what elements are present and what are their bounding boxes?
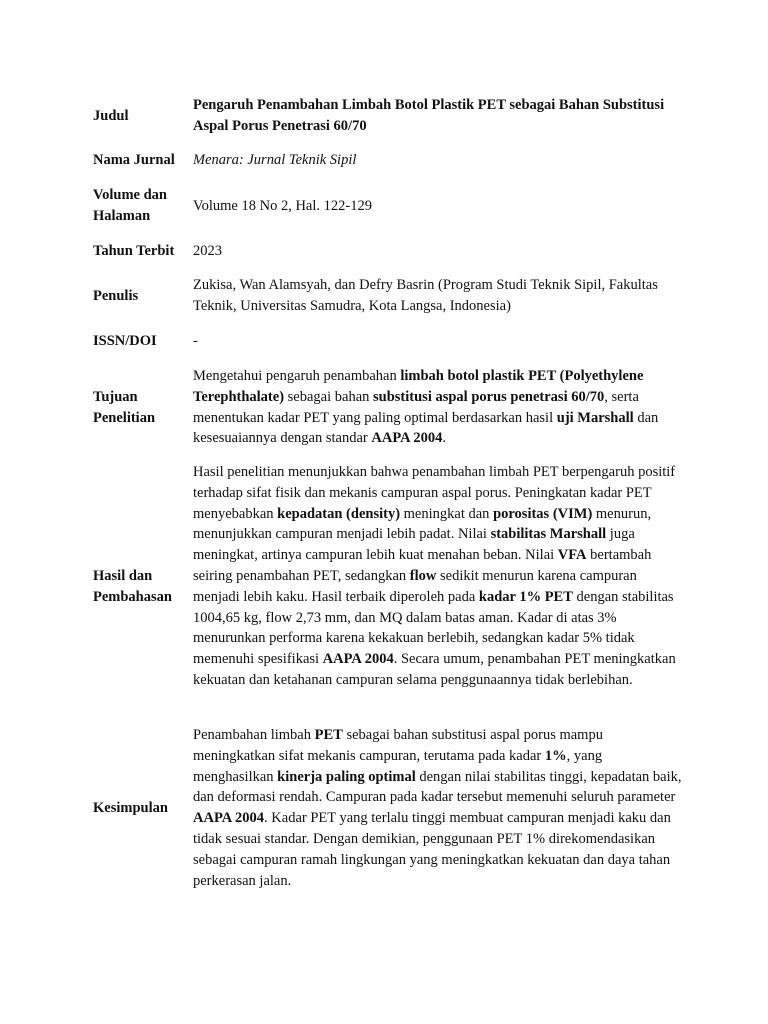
row-hasil — [0, 462, 768, 712]
row-kesimpulan — [0, 725, 768, 895]
hasil-text: meningkat dan — [400, 505, 494, 522]
hasil-text: . Secara umum, penambahan PET meningkatkan kekuatan dan ketahanan campuran selama penggunaannya tidak berlebihan. — [193, 651, 676, 688]
hasil-text: Hasil penelitian menunjukkan bahwa penambahan limbah PET berpengaruh positif terhadap sifat fisik dan mekanis campuran aspal porus. Peningkatan kadar PET menyebabkan — [193, 464, 676, 522]
kesimpulan-emphasis: AAPA 2004 — [193, 810, 265, 827]
label-volume — [93, 185, 189, 227]
row-volume — [0, 185, 768, 229]
label-nama-jurnal: Nama Jurnal — [93, 152, 175, 168]
row-nama-jurnal — [0, 150, 768, 172]
hasil-emphasis: AAPA 2004 — [322, 651, 394, 668]
row-penulis — [0, 275, 768, 319]
kesimpulan-text: sebagai bahan substitusi aspal porus mampu meningkatkan sifat mekanis campuran, terutama pada kadar — [193, 727, 603, 764]
kesimpulan-text: dengan nilai stabilitas tinggi, kepadatan baik, dan deformasi rendah. Campuran pada kadar tersebut memenuhi seluruh parameter — [193, 768, 682, 806]
kesimpulan-emphasis: PET — [314, 727, 343, 743]
row-issn — [0, 331, 768, 353]
hasil-emphasis: kepadatan (density) — [277, 505, 401, 522]
label-issn: ISSN/DOI — [93, 333, 157, 349]
tujuan-emphasis: uji Marshall — [556, 409, 634, 426]
hasil-emphasis: flow — [409, 567, 437, 584]
hasil-text: sedikit menurun karena campuran menjadi lebih kaku. Hasil terbaik diperoleh pada — [193, 567, 637, 605]
value-tahun: 2023 — [193, 243, 222, 259]
label-tujuan-line1: Tujuan — [93, 389, 138, 405]
label-tujuan-line2: Penelitian — [93, 410, 156, 426]
value-tujuan — [193, 366, 683, 449]
label-tujuan — [93, 387, 189, 429]
tujuan-text: sebagai bahan — [284, 388, 374, 405]
hasil-text: dengan stabilitas 1004,65 kg, flow 2,73 mm, dan MQ dalam batas aman. Kadar di atas 3% menurunkan performa karena kekakuan berlebih, sedangkan kadar 5% tidak memenuhi spesifikasi — [193, 588, 674, 668]
hasil-emphasis: porositas (VIM) — [493, 505, 593, 522]
label-hasil — [93, 566, 189, 608]
label-penulis: Penulis — [93, 288, 139, 304]
value-volume: Volume 18 No 2, Hal. 122-129 — [193, 198, 372, 214]
label-kesimpulan: Kesimpulan — [93, 800, 168, 816]
label-volume-line1: Volume dan — [93, 187, 168, 203]
tujuan-emphasis: substitusi aspal porus penetrasi 60/70 — [373, 388, 605, 405]
label-hasil-line2: Pembahasan — [93, 589, 172, 605]
kesimpulan-text: , yang menghasilkan — [193, 747, 603, 785]
tujuan-emphasis: limbah botol plastik PET (Polyethylene Terephthalate) — [193, 368, 644, 405]
label-judul: Judul — [93, 108, 129, 124]
tujuan-text: Mengetahui pengaruh penambahan — [193, 368, 401, 384]
hasil-emphasis: stabilitas Marshall — [490, 526, 607, 543]
value-judul: Pengaruh Penambahan Limbah Botol Plastik PET sebagai Bahan Substitusi Aspal Porus Penetrasi 60/70 — [193, 97, 665, 134]
hasil-emphasis: kadar 1% PET — [478, 588, 573, 605]
tujuan-emphasis: AAPA 2004 — [371, 430, 443, 447]
row-judul — [0, 95, 768, 139]
kesimpulan-emphasis: kinerja paling optimal — [277, 768, 416, 785]
hasil-emphasis: VFA — [557, 547, 587, 564]
kesimpulan-emphasis: 1% — [544, 747, 567, 764]
value-kesimpulan — [193, 725, 683, 891]
tujuan-text: , serta menentukan kadar PET yang paling optimal berdasarkan hasil — [193, 388, 639, 426]
hasil-text: menurun, menunjukkan campuran menjadi lebih padat. Nilai — [193, 505, 652, 543]
tujuan-text: dan kesesuaiannya dengan standar — [193, 409, 659, 447]
value-hasil — [193, 462, 683, 691]
kesimpulan-text: Penambahan limbah — [193, 727, 315, 743]
row-tujuan — [0, 366, 768, 452]
label-volume-line2: Halaman — [93, 208, 151, 224]
label-hasil-line1: Hasil dan — [93, 568, 153, 584]
label-tahun: Tahun Terbit — [93, 243, 175, 259]
hasil-text: bertambah seiring penambahan PET, sedangkan — [193, 547, 652, 584]
tujuan-text: . — [442, 430, 447, 447]
value-penulis: Zukisa, Wan Alamsyah, dan Defry Basrin (Program Studi Teknik Sipil, Fakultas Teknik, Universitas Samudra, Kota Langsa, Indonesia) — [193, 277, 658, 314]
value-nama-jurnal: Menara: Jurnal Teknik Sipil — [193, 152, 357, 168]
kesimpulan-text: . Kadar PET yang terlalu tinggi membuat campuran menjadi kaku dan tidak sesuai standar. Dengan demikian, penggunaan PET 1% direkomendasikan sebagai campuran ramah lingkungan yang meningkatkan kekuatan dan daya tahan perkerasan jalan. — [193, 810, 671, 889]
hasil-text: juga meningkat, artinya campuran lebih kuat menahan beban. Nilai — [193, 526, 635, 564]
row-tahun — [0, 241, 768, 263]
value-issn: - — [193, 333, 198, 349]
